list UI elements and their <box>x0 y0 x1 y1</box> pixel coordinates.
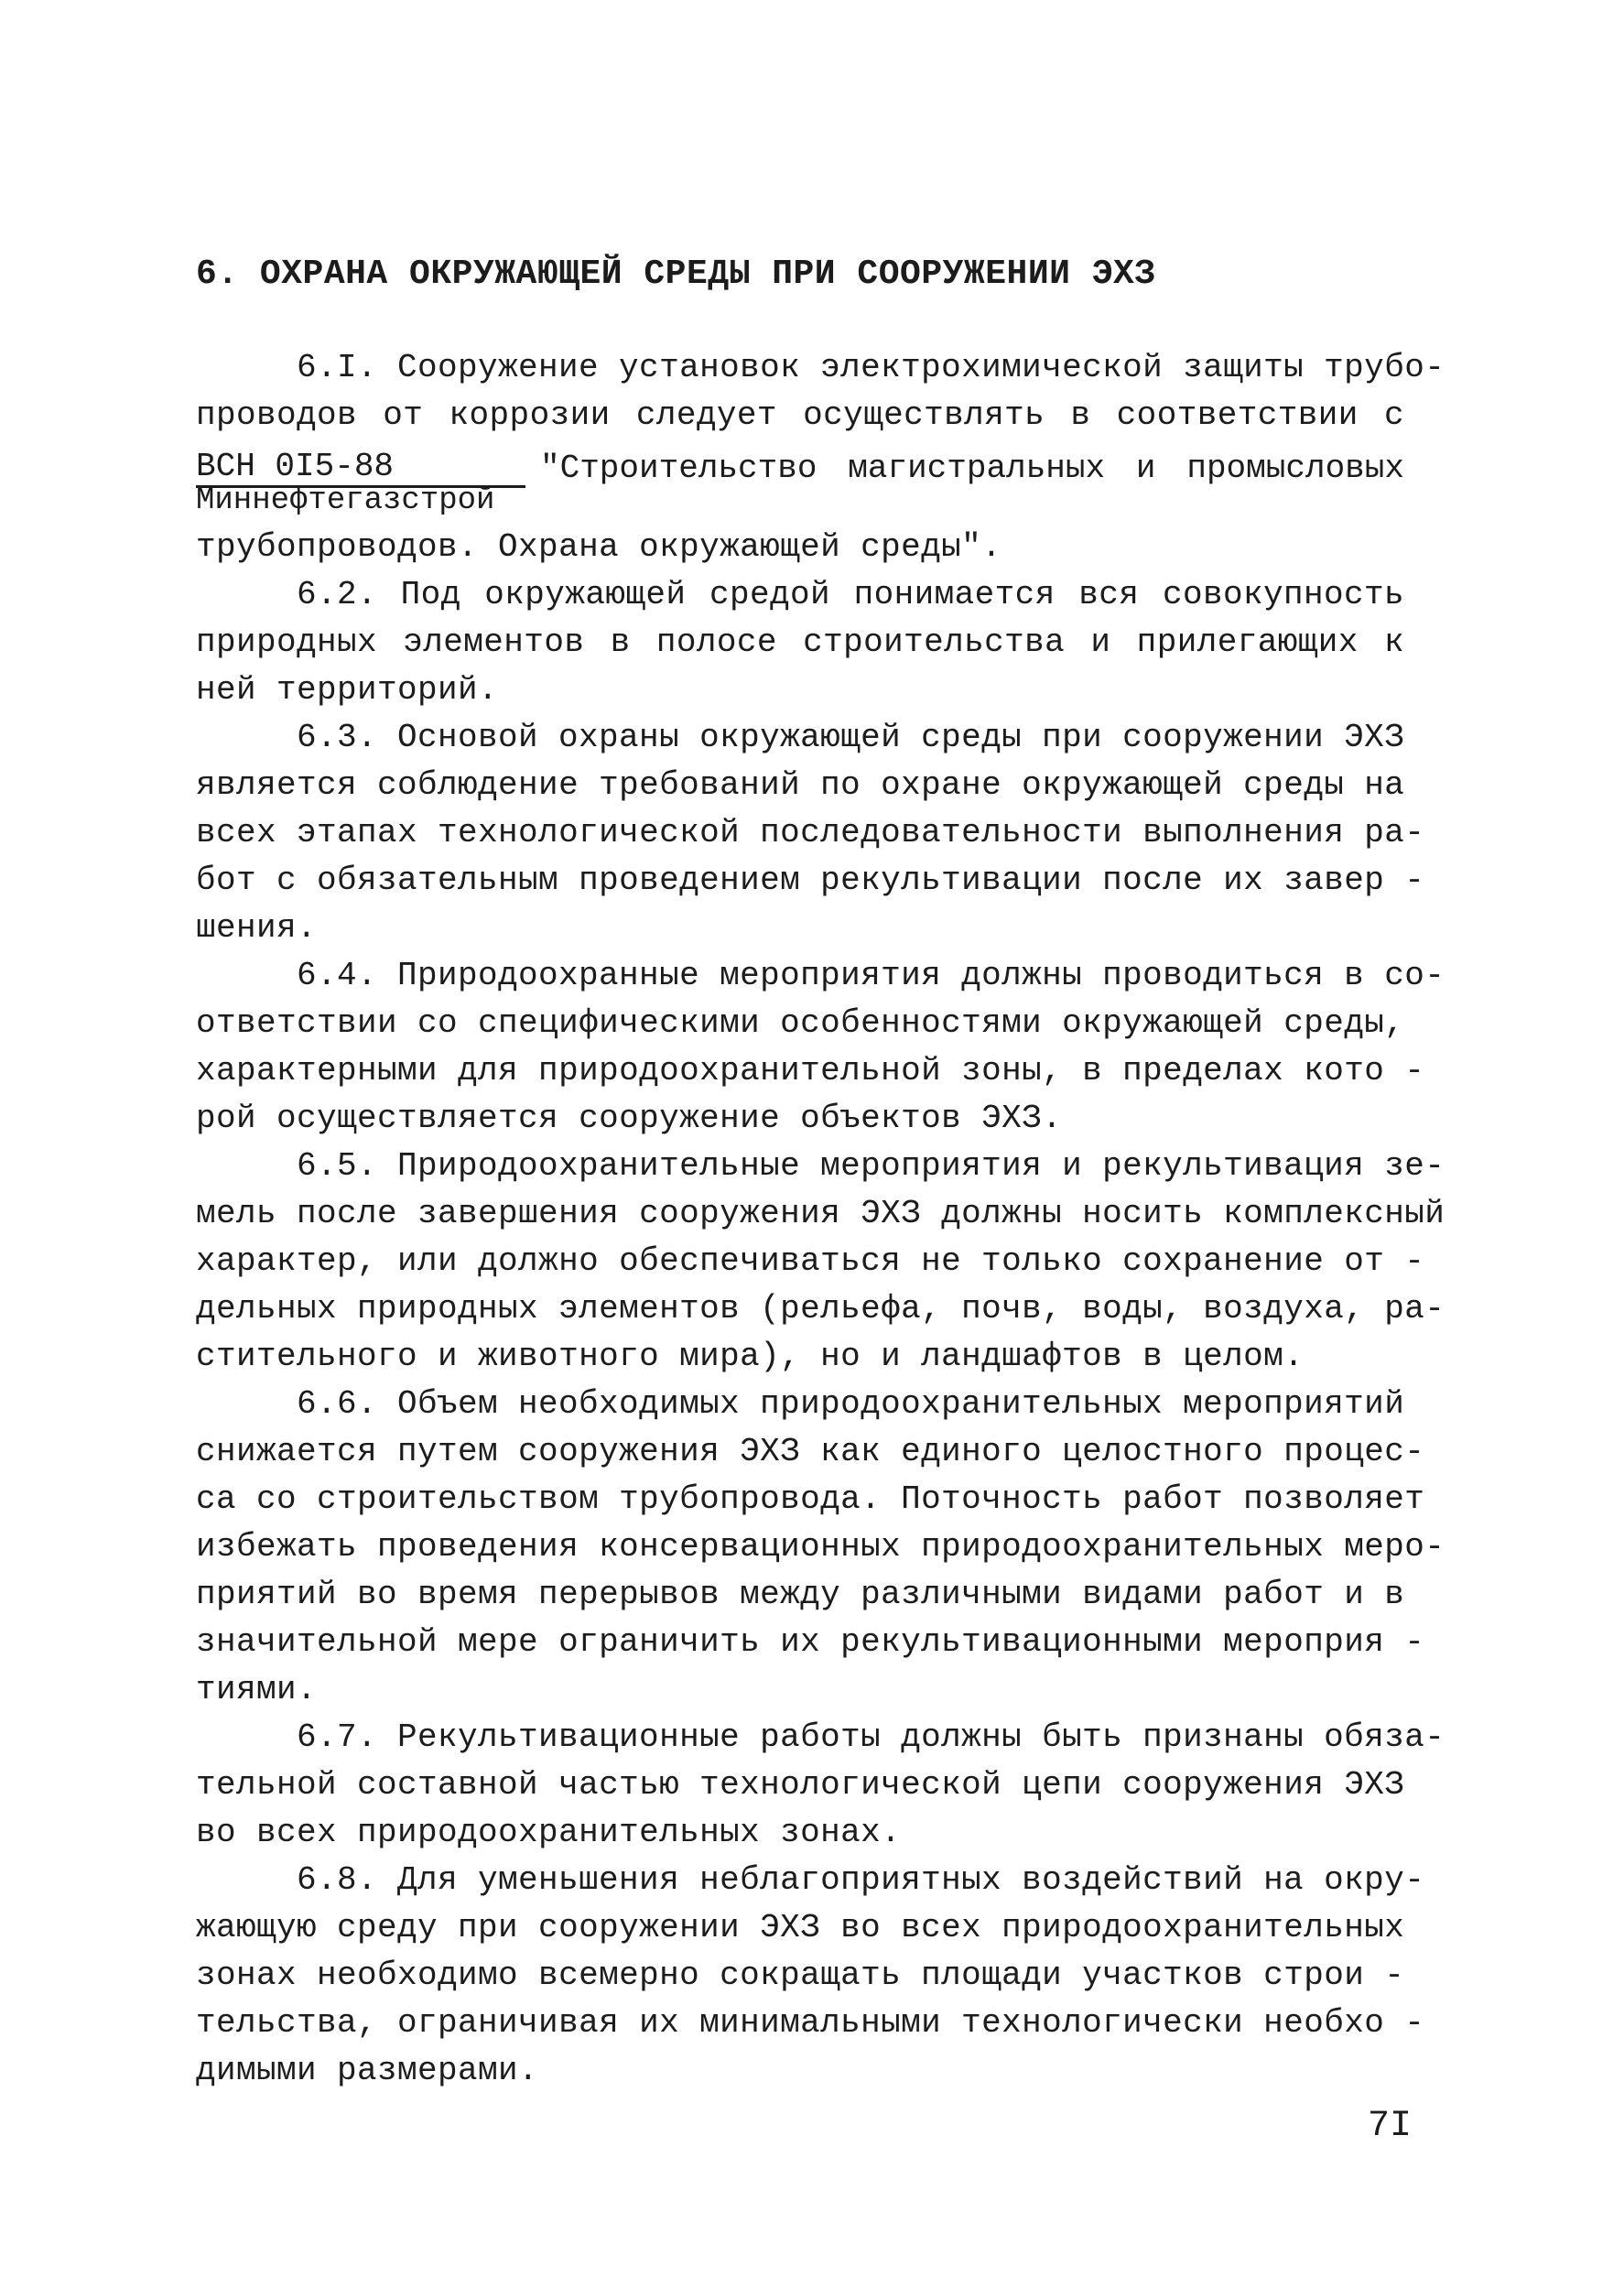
paragraph-6-7-line: во всех природоохранительных зонах. <box>196 1814 902 1851</box>
paragraph-6-8-line: димыми размерами. <box>196 2052 539 2089</box>
paragraph-6-4-line: 6.4. Природоохранные мероприятия должны проводиться в со- <box>297 957 1445 994</box>
paragraph-6-3-line: 6.3. Основой охраны окружающей среды при сооружении ЭХЗ <box>297 719 1405 756</box>
paragraph-6-8-line: тельства, ограничивая их минимальными технологически необхо - <box>196 2004 1425 2042</box>
paragraph-6-6-line: приятий во время перерывов между различными видами работ и в <box>196 1576 1405 1613</box>
paragraph-6-1-line: проводов от коррозии следует осуществлять в соответствии с <box>196 396 1404 434</box>
paragraph-6-3-line: бот с обязательным проведением рекультивации после их завер - <box>196 862 1425 899</box>
paragraph-6-7-line: тельной составной частью технологической цепи сооружения ЭХЗ <box>196 1766 1405 1804</box>
paragraph-6-2-line: ней территорий. <box>196 671 499 709</box>
paragraph-6-1-line: трубопроводов. Охрана окружающей среды". <box>196 528 1002 566</box>
paragraph-6-3-line: всех этапах технологической последовательности выполнения ра- <box>196 814 1425 851</box>
paragraph-6-6-line: са со строительством трубопровода. Поточность работ позволяет <box>196 1480 1425 1518</box>
paragraph-6-1-line: 6.I. Сооружение установок электрохимической защиты трубо- <box>297 349 1445 386</box>
paragraph-6-6-line: тиями. <box>196 1671 318 1708</box>
paragraph-6-8-line: 6.8. Для уменьшения неблагоприятных воздействий на окру- <box>297 1861 1425 1899</box>
paragraph-6-7-line: 6.7. Рекультивационные работы должны быть признаны обяза- <box>297 1718 1445 1756</box>
paragraph-6-5-line: характер, или должно обеспечиваться не только сохранение от - <box>196 1242 1425 1280</box>
paragraph-6-8-line: жающую среду при сооружении ЭХЗ во всех природоохранительных <box>196 1909 1405 1946</box>
paragraph-6-5-line: дельных природных элементов (рельефа, почв, воды, воздуха, ра- <box>196 1290 1445 1328</box>
paragraph-6-5-line: стительного и животного мира), но и ландшафтов в целом. <box>196 1338 1305 1375</box>
paragraph-6-5-line: мель после завершения сооружения ЭХЗ должны носить комплексный <box>196 1195 1445 1232</box>
paragraph-6-8-line: зонах необходимо всемерно сокращать площади участков строи - <box>196 1956 1405 1994</box>
paragraph-6-4-line: рой осуществляется сооружение объектов ЭХЗ. <box>196 1100 1063 1137</box>
paragraph-6-6-line: значительной мере ограничить их рекультивационными мероприя - <box>196 1623 1425 1661</box>
standard-reference-code: ВСН 0I5-88 <box>196 448 395 485</box>
page-number: 7I <box>1368 2106 1413 2147</box>
paragraph-6-6-line: снижается путем сооружения ЭХЗ как единого целостного процес- <box>196 1433 1425 1470</box>
paragraph-6-4-line: характерными для природоохранительной зоны, в пределах кото - <box>196 1052 1425 1089</box>
paragraph-6-6-line: избежать проведения консервационных природоохранительных меро- <box>196 1528 1445 1566</box>
paragraph-6-4-line: ответствии со специфическими особенностями окружающей среды, <box>196 1004 1405 1042</box>
paragraph-6-2-line: 6.2. Под окружающей средой понимается вся совокупность <box>297 576 1404 613</box>
section-title: 6. ОХРАНА ОКРУЖАЮЩЕЙ СРЕДЫ ПРИ СООРУЖЕНИИ ЭХЗ <box>196 255 1156 294</box>
paragraph-6-3-line: является соблюдение требований по охране окружающей среды на <box>196 766 1405 804</box>
standard-reference-title: "Строительство магистральных и промысловых <box>540 450 1404 487</box>
paragraph-6-5-line: 6.5. Природоохранительные мероприятия и рекультивация зе- <box>297 1147 1445 1185</box>
paragraph-6-6-line: 6.6. Объем необходимых природоохранительных мероприятий <box>297 1385 1405 1423</box>
paragraph-6-3-line: шения. <box>196 909 318 947</box>
paragraph-6-2-line: природных элементов в полосе строительства и прилегающих к <box>196 623 1404 661</box>
standard-reference-issuer: Миннефтегазстрой <box>196 483 495 518</box>
